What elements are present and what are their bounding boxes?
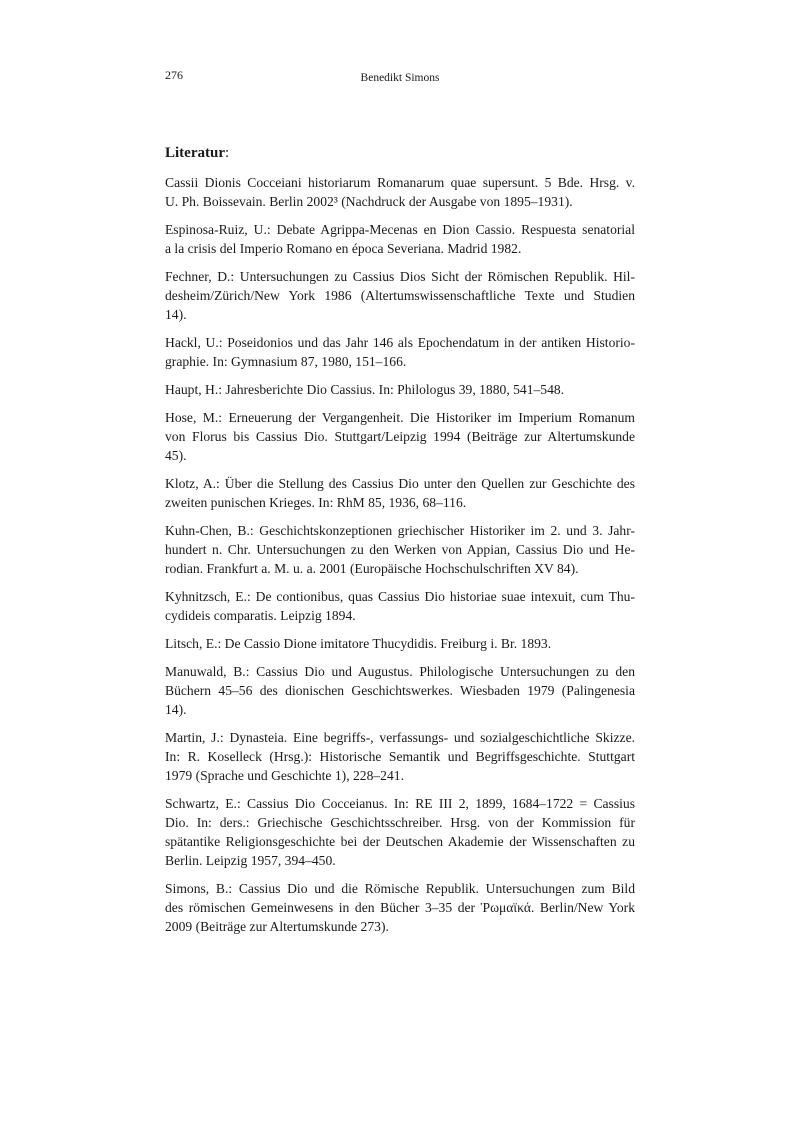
entry-line: 45). bbox=[165, 448, 187, 463]
entry-line: des römischen Gemeinwesens in den Bücher 3–35 der Ῥωμαϊκά. Berlin/New York bbox=[165, 900, 635, 915]
entry-line: cydideis comparatis. Leipzig 1894. bbox=[165, 608, 356, 623]
entry-line: hundert n. Chr. Untersuchungen zu den Werken von Appian, Cassius Dio und He- bbox=[165, 542, 635, 557]
entry-line: Hackl, U.: Poseidonios und das Jahr 146 als Epochendatum in der antiken Historio- bbox=[165, 335, 635, 350]
bibliography-entry bbox=[165, 408, 635, 465]
bibliography-list bbox=[165, 173, 635, 945]
running-title: Benedikt Simons bbox=[360, 72, 440, 84]
section-title-text: Literatur bbox=[165, 145, 225, 161]
entry-line: Berlin. Leipzig 1957, 394–450. bbox=[165, 853, 336, 868]
entry-line: Manuwald, B.: Cassius Dio und Augustus. Philologische Untersuchungen zu den bbox=[165, 664, 635, 679]
entry-line: U. Ph. Boissevain. Berlin 2002³ (Nachdruck der Ausgabe von 1895–1931). bbox=[165, 194, 573, 209]
entry-line: graphie. In: Gymnasium 87, 1980, 151–166. bbox=[165, 354, 407, 369]
entry-line: Cassii Dionis Cocceiani historiarum Romanarum quae supersunt. 5 Bde. Hrsg. v. bbox=[165, 175, 635, 190]
entry-line: Litsch, E.: De Cassio Dione imitatore Thucydidis. Freiburg i. Br. 1893. bbox=[165, 636, 552, 651]
entry-line: Klotz, A.: Über die Stellung des Cassius Dio unter den Quellen zur Geschichte des bbox=[165, 476, 635, 491]
entry-line: von Florus bis Cassius Dio. Stuttgart/Leipzig 1994 (Beiträge zur Altertumskunde bbox=[165, 429, 635, 444]
entry-line: Simons, B.: Cassius Dio und die Römische Republik. Untersuchungen zum Bild bbox=[165, 881, 635, 896]
bibliography-entry bbox=[165, 333, 635, 371]
entry-line: 2009 (Beiträge zur Altertumskunde 273). bbox=[165, 919, 389, 934]
entry-line: 14). bbox=[165, 307, 187, 322]
entry-line: Büchern 45–56 des dionischen Geschichtswerkes. Wiesbaden 1979 (Palingenesia bbox=[165, 683, 635, 698]
bibliography-entry bbox=[165, 879, 635, 936]
section-title bbox=[165, 145, 229, 162]
bibliography-entry bbox=[165, 380, 635, 399]
entry-line: Dio. In: ders.: Griechische Geschichtsschreiber. Hrsg. von der Kommission für bbox=[165, 815, 635, 830]
entry-line: Kuhn-Chen, B.: Geschichtskonzeptionen griechischer Historiker im 2. und 3. Jahr- bbox=[165, 523, 635, 538]
entry-line: a la crisis del Imperio Romano en época Severiana. Madrid 1982. bbox=[165, 241, 522, 256]
bibliography-entry bbox=[165, 587, 635, 625]
entry-line: Fechner, D.: Untersuchungen zu Cassius Dios Sicht der Römischen Republik. Hil- bbox=[165, 269, 635, 284]
entry-line: Haupt, H.: Jahresberichte Dio Cassius. In: Philologus 39, 1880, 541–548. bbox=[165, 382, 565, 397]
entry-line: In: R. Koselleck (Hrsg.): Historische Semantik und Begriffsgeschichte. Stuttgart bbox=[165, 749, 635, 764]
section-title-colon: : bbox=[224, 145, 230, 161]
entry-line: Hose, M.: Erneuerung der Vergangenheit. Die Historiker im Imperium Romanum bbox=[165, 410, 635, 425]
entry-line: 1979 (Sprache und Geschichte 1), 228–241. bbox=[165, 768, 404, 783]
entry-line: rodian. Frankfurt a. M. u. a. 2001 (Europäische Hochschulschriften XV 84). bbox=[165, 561, 579, 576]
bibliography-entry bbox=[165, 662, 635, 719]
bibliography-entry bbox=[165, 728, 635, 785]
entry-line: spätantike Religionsgeschichte bei der Deutschen Akademie der Wissenschaften zu bbox=[165, 834, 635, 849]
bibliography-entry bbox=[165, 173, 635, 211]
bibliography-entry bbox=[165, 521, 635, 578]
bibliography-entry bbox=[165, 794, 635, 870]
entry-line: desheim/Zürich/New York 1986 (Altertumswissenschaftliche Texte und Studien bbox=[165, 288, 635, 303]
entry-line: zweiten punischen Krieges. In: RhM 85, 1936, 68–116. bbox=[165, 495, 467, 510]
entry-line: Schwartz, E.: Cassius Dio Cocceianus. In: RE III 2, 1899, 1684–1722 = Cassius bbox=[165, 796, 635, 811]
page-number: 276 bbox=[165, 68, 183, 82]
entry-line: 14). bbox=[165, 702, 187, 717]
entry-line: Kyhnitzsch, E.: De contionibus, quas Cassius Dio historiae suae intexuit, cum Thu- bbox=[165, 589, 635, 604]
entry-line: Espinosa-Ruiz, U.: Debate Agrippa-Mecenas en Dion Cassio. Respuesta senatorial bbox=[165, 222, 635, 237]
bibliography-entry bbox=[165, 267, 635, 324]
bibliography-entry bbox=[165, 634, 635, 653]
bibliography-entry bbox=[165, 220, 635, 258]
bibliography-entry bbox=[165, 474, 635, 512]
entry-line: Martin, J.: Dynasteia. Eine begriffs-, verfassungs- und sozialgeschichtliche Skizze. bbox=[165, 730, 635, 745]
